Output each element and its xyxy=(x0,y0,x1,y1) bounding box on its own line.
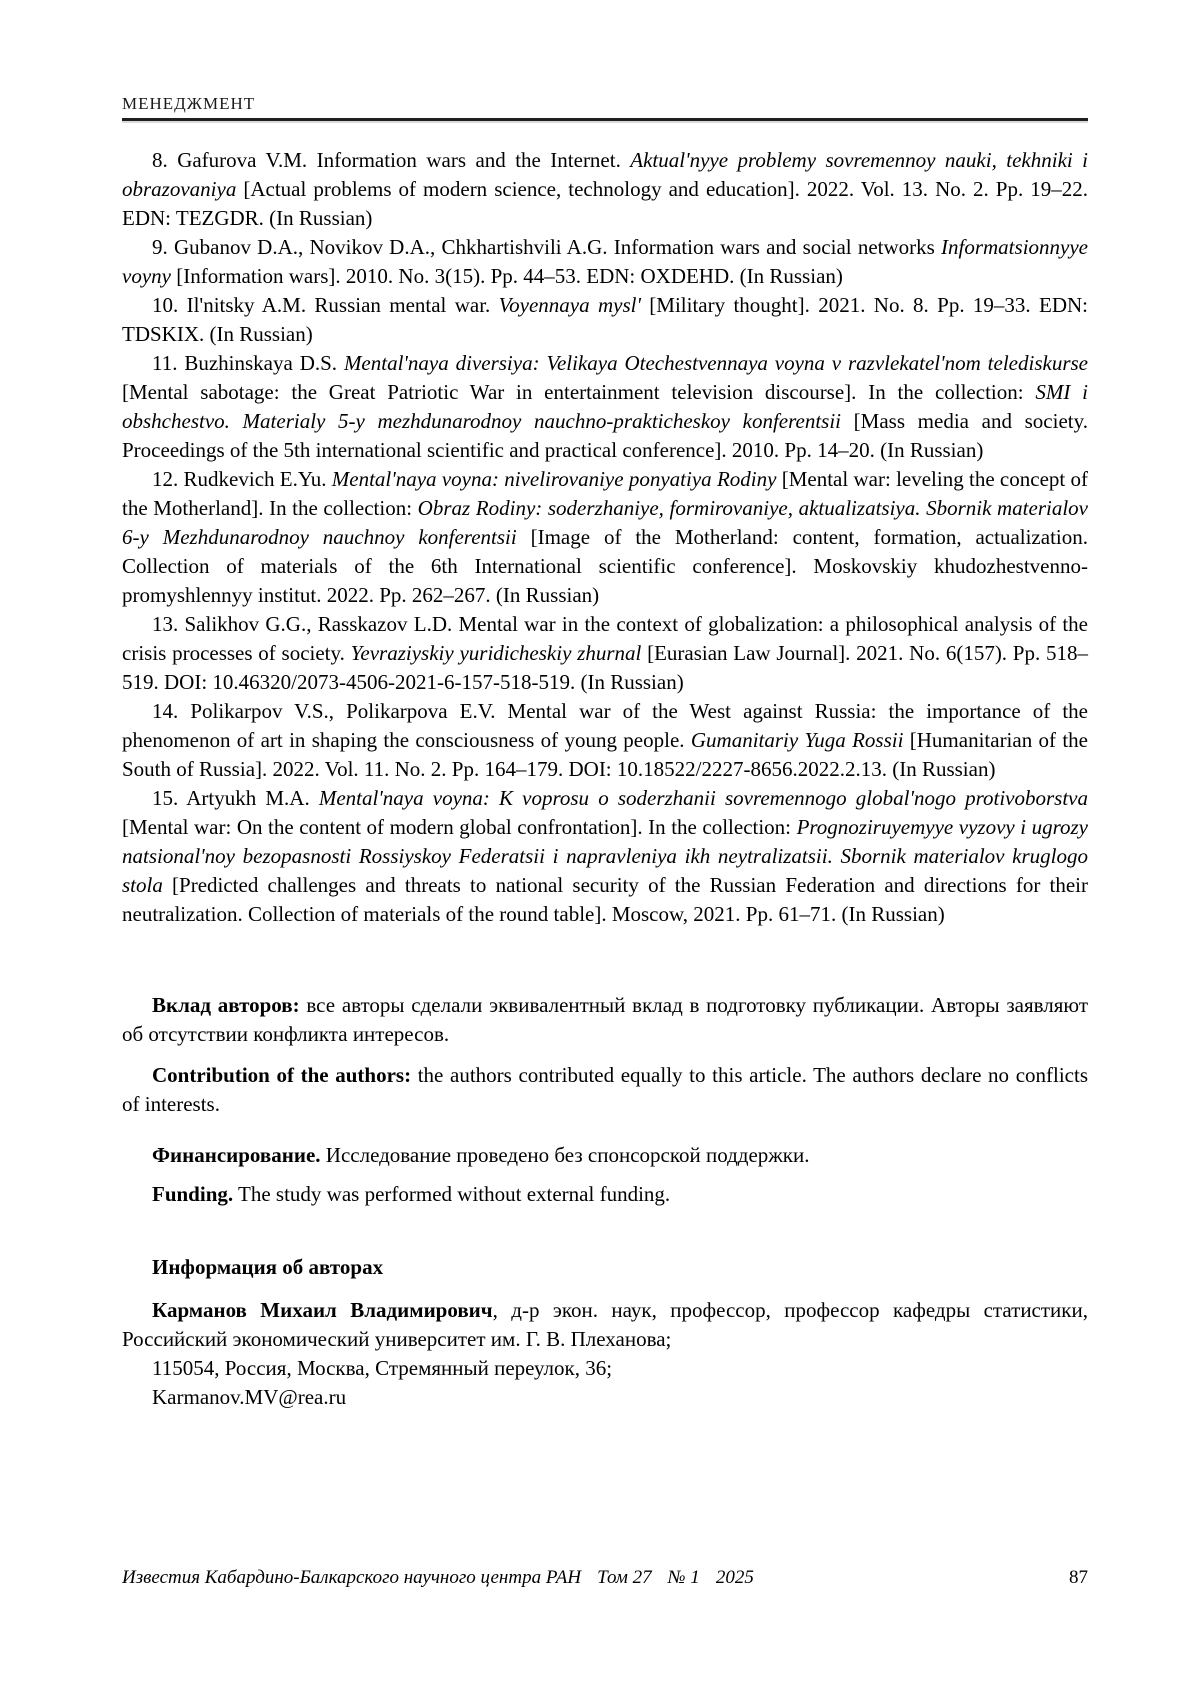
journal-year: 2025 xyxy=(715,1567,754,1588)
journal-footer-line xyxy=(122,1566,754,1590)
page-content xyxy=(122,0,1088,1412)
author-details: , д-р экон. наук, профессор, профессор кафедры статистики, Российский экономический университет им. Г. В. Плеханова; xyxy=(122,1298,1088,1351)
note-text: все авторы сделали эквивалентный вклад в подготовку публикации. Авторы заявляют об отсутствии конфликта интересов. xyxy=(122,993,1089,1046)
journal-title: Известия Кабардино-Балкарского научного центра РАН xyxy=(122,1567,582,1588)
reference-text: [Mass media and society. Proceedings of the 5th international scientific and practical conference]. 2010. Pp. 14–20. (In Russian) xyxy=(122,409,1088,462)
reference-text: [Eurasian Law Journal]. 2021. No. 6(157). Pp. 518–519. DOI: 10.46320/2073-4506-2021-6-157-518-519. (In Russian) xyxy=(122,641,1088,694)
authors-contribution-note-ru xyxy=(122,991,1088,1049)
reference-source-title: Mental'naya voyna: K voprosu o soderzhanii sovremennogo global'nogo protivoborstva xyxy=(318,786,1088,810)
reference-item xyxy=(122,291,1088,349)
authors-info-heading: Информация об авторах xyxy=(152,1255,384,1279)
reference-text: [Image of the Motherland: content, formation, actualization. Collection of materials of the 6th International scientific conference]. Moskovskiy khudozhestvenno-promyshlennyy institut. 2022. Pp. 262–267. (In Russian) xyxy=(122,525,1088,607)
reference-text: 10. Il'nitsky A.M. Russian mental war. xyxy=(152,293,499,317)
reference-text: 12. Rudkevich E.Yu. xyxy=(152,467,332,491)
page-footer xyxy=(122,1566,1088,1590)
note-label: Финансирование. xyxy=(152,1143,321,1167)
note-text: The study was performed without external funding. xyxy=(233,1182,671,1206)
reference-text: [Actual problems of modern science, technology and education]. 2022. Vol. 13. No. 2. Pp. 19–22. EDN: TEZGDR. (In Russian) xyxy=(122,177,1088,230)
reference-text: [Mental war: leveling the concept of the Motherland]. In the collection: xyxy=(122,467,1088,520)
authors-contribution-note-en xyxy=(122,1061,1088,1119)
reference-text: 9. Gubanov D.A., Novikov D.A., Chkhartishvili A.G. Information wars and social networks xyxy=(152,235,942,259)
reference-item xyxy=(122,784,1088,929)
reference-text: 15. Artyukh M.A. xyxy=(152,786,319,810)
reference-source-title: SMI i obshchestvo. Materialy 5-y mezhdunarodnoy nauchno-prakticheskoy konferentsii xyxy=(122,380,1088,433)
funding-note-en xyxy=(122,1180,1088,1209)
reference-source-title: Aktual'nyye problemy sovremennoy nauki, tekhniki i obrazovaniya xyxy=(122,148,1088,201)
note-text: Исследование проведено без спонсорской поддержки. xyxy=(320,1143,810,1167)
reference-text: 11. Buzhinskaya D.S. xyxy=(152,351,344,375)
reference-item xyxy=(122,465,1088,610)
header-rule xyxy=(122,118,1088,121)
reference-item xyxy=(122,697,1088,784)
authors-info-section xyxy=(122,1253,1088,1412)
journal-volume: Том 27 xyxy=(597,1567,652,1588)
note-label: Contribution of the authors: xyxy=(152,1063,412,1087)
reference-text: 8. Gafurova V.M. Information wars and the Internet. xyxy=(152,148,631,172)
reference-text: 13. Salikhov G.G., Rasskazov L.D. Mental war in the context of globalization: a philosophical analysis of the crisis processes of society. xyxy=(122,612,1088,665)
reference-text: [Military thought]. 2021. No. 8. Pp. 19–33. EDN: TDSKIX. (In Russian) xyxy=(122,293,1088,346)
note-label: Вклад авторов: xyxy=(152,993,300,1017)
reference-text: [Information wars]. 2010. No. 3(15). Pp. 44–53. EDN: OXDEHD. (In Russian) xyxy=(170,264,843,288)
reference-item xyxy=(122,610,1088,697)
reference-text: [Humanitarian of the South of Russia]. 2022. Vol. 11. No. 2. Pp. 164–179. DOI: 10.18522/2227-8656.2022.2.13. (In Russian) xyxy=(122,728,1089,781)
running-head-section-label: МЕНЕДЖМЕНТ xyxy=(122,94,256,113)
reference-source-title: Informatsionnyye voyny xyxy=(122,235,1088,288)
reference-item xyxy=(122,349,1088,465)
reference-item xyxy=(122,233,1088,291)
reference-source-title: Voyennaya mysl' xyxy=(498,293,641,317)
reference-source-title: Mental'naya voyna: nivelirovaniye ponyatiya Rodiny xyxy=(331,467,777,491)
reference-item xyxy=(122,146,1088,233)
reference-source-title: Obraz Rodiny: soderzhaniye, formirovaniye, aktualizatsiya. Sbornik materialov 6-y Mezhdunarodnoy nauchnoy konferentsii xyxy=(122,496,1088,549)
author-name: Карманов Михаил Владимирович xyxy=(152,1298,493,1322)
reference-source-title: Mental'naya diversiya: Velikaya Otechestvennaya voyna v razvlekatel'nom telediskurse xyxy=(343,351,1088,375)
author-email: Karmanov.MV@rea.ru xyxy=(152,1385,347,1409)
note-text: the authors contributed equally to this article. The authors declare no conflicts of interests. xyxy=(122,1063,1089,1116)
reference-source-title: Prognoziruyemyye vyzovy i ugrozy natsional'noy bezopasnosti Rossiyskoy Federatsii i napravleniya ikh neytralizatsii. Sbornik materialov kruglogo stola xyxy=(122,815,1088,897)
reference-text: 14. Polikarpov V.S., Polikarpova E.V. Mental war of the West against Russia: the importance of the phenomenon of art in shaping the consciousness of young people. xyxy=(122,699,1088,752)
journal-issue: № 1 xyxy=(667,1567,700,1588)
author-entry xyxy=(122,1296,1088,1354)
reference-text: [Mental war: On the content of modern global confrontation]. In the collection: xyxy=(122,815,797,839)
note-label: Funding. xyxy=(152,1182,234,1206)
reference-text: [Mental sabotage: the Great Patriotic War in entertainment television discourse]. In the collection: xyxy=(122,380,1036,404)
author-address: 115054, Россия, Москва, Стремянный переулок, 36; xyxy=(152,1356,613,1380)
notes-section xyxy=(122,991,1088,1209)
reference-source-title: Yevraziyskiy yuridicheskiy zhurnal xyxy=(350,641,642,665)
references-list xyxy=(122,146,1088,929)
reference-source-title: Gumanitariy Yuga Rossii xyxy=(690,728,904,752)
reference-text: [Predicted challenges and threats to national security of the Russian Federation and directions for their neutralization. Collection of materials of the round table]. Moscow, 2021. Pp. 61–71. (In Russian) xyxy=(122,873,1088,926)
page-number: 87 xyxy=(1069,1567,1088,1588)
funding-note-ru xyxy=(122,1141,1088,1170)
